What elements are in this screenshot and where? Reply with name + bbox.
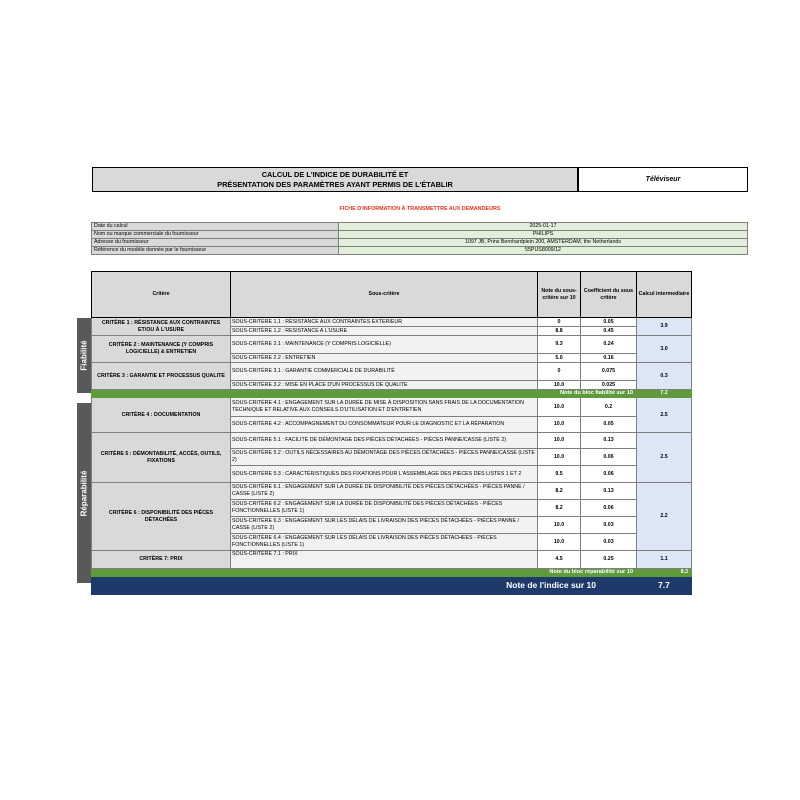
- sub-note: 0: [538, 363, 581, 381]
- calc-value: 0.3: [637, 363, 692, 390]
- sub-note: 10.0: [538, 433, 581, 449]
- section-label-fiabilite: Fiabilité: [77, 318, 91, 393]
- info-label: Adresse du fournisseur: [92, 239, 339, 247]
- sub-coef: 0.24: [581, 336, 637, 354]
- col-calc: Calcul intermediaire: [637, 272, 692, 318]
- sub-criterion: SOUS-CRITÈRE 4.2 : ACCOMPAGNEMENT DU CONSOMMATEUR POUR LE DIAGNOSTIC ET LA RÉPARATION: [231, 417, 538, 433]
- bloc-reparabilite-label: Note du bloc réparabilité sur 10: [92, 569, 637, 577]
- sub-criterion: SOUS-CRITÈRE 6.2 : ENGAGEMENT SUR LA DURÉE DE DISPONIBILITÉ DES PIÈCES DÉTACHÉES - PIÈCES FONCTIONNELLES (LISTE 1): [231, 500, 538, 517]
- sub-note: 10.0: [538, 449, 581, 466]
- criterion-6: CRITÈRE 6 : DISPONIBILITÉ DES PIÈCES DÉTACHÉES: [92, 483, 231, 551]
- sub-note: 8.8: [538, 327, 581, 336]
- sub-coef: 0.03: [581, 517, 637, 534]
- sub-coef: 0.25: [581, 551, 637, 569]
- info-value: PHILIPS: [339, 231, 748, 239]
- sub-criterion: SOUS-CRITÈRE 5.3 : CARACTÉRISTIQUES DES FIXATIONS POUR L'ASSEMBLAGE DES PIÈCES DES LISTES 1 ET 2: [231, 466, 538, 483]
- sub-note: 9.5: [538, 466, 581, 483]
- info-row: [92, 231, 748, 239]
- col-note: Note du sous-critère sur 10: [538, 272, 581, 318]
- sub-note: 8.2: [538, 500, 581, 517]
- info-row: [92, 223, 748, 231]
- document-title: [92, 167, 578, 192]
- sub-coef: 0.06: [581, 500, 637, 517]
- durability-table: [91, 271, 692, 595]
- calc-value: 2.5: [637, 433, 692, 483]
- sub-note: 5.0: [538, 354, 581, 363]
- table-row: [92, 483, 692, 500]
- bloc-fiabilite-row: [92, 390, 692, 398]
- sub-note: 4.5: [538, 551, 581, 569]
- table-row: [92, 336, 692, 354]
- sub-criterion: SOUS-CRITÈRE 6.1 : ENGAGEMENT SUR LA DURÉE DE DISPONIBILITÉ DES PIÈCES DÉTACHÉES - PIÈCES PANNE / CASSE (LISTE 2): [231, 483, 538, 500]
- table-header: [92, 272, 692, 318]
- sub-coef: 0.05: [581, 318, 637, 327]
- col-sous-critere: Sous-critère: [231, 272, 538, 318]
- sub-coef: 0.06: [581, 449, 637, 466]
- table-row: [92, 398, 692, 417]
- calc-value: 3.9: [637, 318, 692, 336]
- info-label: Référence du modèle donnée par le fournisseur: [92, 247, 339, 255]
- criterion-7: CRITÈRE 7: PRIX: [92, 551, 231, 569]
- sub-note: 10.0: [538, 417, 581, 433]
- sub-note: 10.0: [538, 517, 581, 534]
- sub-coef: 0.025: [581, 381, 637, 390]
- criterion-3: CRITÈRE 3 : GARANTIE ET PROCESSUS QUALITE: [92, 363, 231, 390]
- sub-coef: 0.075: [581, 363, 637, 381]
- sub-criterion: SOUS-CRITÈRE 3.2 : MISE EN PLACE D'UN PROCESSUS DE QUALITE: [231, 381, 538, 390]
- title-line-2: PRÉSENTATION DES PARAMÈTRES AYANT PERMIS DE L'ÉTABLIR: [217, 179, 453, 189]
- sub-note: 9.3: [538, 336, 581, 354]
- section-label-reparabilite: Réparabilité: [77, 403, 91, 583]
- sub-criterion: SOUS-CRITÈRE 6.3 : ENGAGEMENT SUR LES DÉLAIS DE LIVRAISON DES PIÈCES DÉTACHÉES - PIÈCES PANNE / CASSE (LISTE 2): [231, 517, 538, 534]
- sub-note: 10.0: [538, 534, 581, 551]
- sub-coef: 0.45: [581, 327, 637, 336]
- calc-value: 2.5: [637, 398, 692, 433]
- final-score-label: Note de l'indice sur 10: [92, 577, 637, 595]
- sub-coef: 0.2: [581, 398, 637, 417]
- bloc-fiabilite-value: 7.2: [637, 390, 692, 398]
- fiche-title: FICHE D'INFORMATION À TRANSMETTRE AUX DEMANDEURS: [339, 206, 501, 212]
- sub-criterion: SOUS-CRITÈRE 2.1 : MAINTENANCE (Y COMPRIS LOGICIELLE): [231, 336, 538, 354]
- calc-value: 1.1: [637, 551, 692, 569]
- info-label: Nom ou marque commerciale du fournisseur: [92, 231, 339, 239]
- info-row: [92, 247, 748, 255]
- info-row: [92, 239, 748, 247]
- info-value: 55PUS8009/12: [339, 247, 748, 255]
- bloc-reparabilite-row: [92, 569, 692, 577]
- final-score-value: 7.7: [637, 577, 692, 595]
- calc-value: 2.2: [637, 483, 692, 551]
- criterion-4: CRITÈRE 4 : DOCUMENTATION: [92, 398, 231, 433]
- final-score-row: [92, 577, 692, 595]
- info-label: Date du calcul: [92, 223, 339, 231]
- calc-value: 3.0: [637, 336, 692, 363]
- sub-criterion: SOUS-CRITÈRE 1.2 : RESISTANCE A L'USURE: [231, 327, 538, 336]
- criterion-5: CRITÈRE 5 : DÉMONTABILITÉ, ACCÈS, OUTILS, FIXATIONS: [92, 433, 231, 483]
- table-row: [92, 363, 692, 381]
- col-critere: Critère: [92, 272, 231, 318]
- sub-note: 10.0: [538, 381, 581, 390]
- bloc-reparabilite-value: 8.3: [637, 569, 692, 577]
- table-row: [92, 318, 692, 327]
- sub-note: 0: [538, 318, 581, 327]
- sub-criterion: SOUS-CRITÈRE 1.1 : RÉSISTANCE AUX CONTRAINTES EXTERIEUR: [231, 318, 538, 327]
- col-coef: Coefficient du sous critère: [581, 272, 637, 318]
- sub-criterion: SOUS-CRITÈRE 6.4 : ENGAGEMENT SUR LES DÉLAIS DE LIVRAISON DES PIÈCES DÉTACHÉES - PIÈCES FONCTIONNELLES (LISTE 1): [231, 534, 538, 551]
- table-row: [92, 433, 692, 449]
- criterion-2: CRITÈRE 2 : MAINTENANCE (Y COMPRIS LOGICIELLE) & ENTRETIEN: [92, 336, 231, 363]
- sub-coef: 0.06: [581, 466, 637, 483]
- sub-coef: 0.03: [581, 534, 637, 551]
- criterion-1: CRITÈRE 1 : RÉSISTANCE AUX CONTRAINTES ET/OU À L'USURE: [92, 318, 231, 336]
- sub-note: 8.2: [538, 483, 581, 500]
- table-row: [92, 551, 692, 569]
- sub-coef: 0.13: [581, 483, 637, 500]
- product-type-cell: Téléviseur: [578, 167, 748, 192]
- sub-criterion: SOUS-CRITÈRE 4.1 : ENGAGEMENT SUR LA DURÉE DE MISE À DISPOSITION SANS FRAIS DE LA DOCUMENTATION TECHNIQUE ET RELATIVE AUX CONSEILS D'UTILISATION ET D'ENTRETIEN: [231, 398, 538, 417]
- bloc-fiabilite-label: Note du bloc fiabilité sur 10: [92, 390, 637, 398]
- sub-criterion: SOUS-CRITÈRE 3.1 : GARANTIE COMMERCIALE DE DURABILITÉ: [231, 363, 538, 381]
- sub-criterion: SOUS-CRITÈRE 5.1 : FACILITÉ DE DÉMONTAGE DES PIÈCES DÉTACHÉES - PIÈCES PANNE/CASSE (LISTE 2): [231, 433, 538, 449]
- sub-coef: 0.13: [581, 433, 637, 449]
- info-table: [91, 222, 748, 255]
- sub-criterion: SOUS-CRITÈRE 7.1 : PRIX: [231, 551, 538, 569]
- sub-note: 10.0: [538, 398, 581, 417]
- sub-coef: 0.16: [581, 354, 637, 363]
- info-value: 1097 JB, Prins Bernhardplein 200, AMSTERDAM, the Netherlands: [339, 239, 748, 247]
- info-value: 2025-01-17: [339, 223, 748, 231]
- title-line-1: CALCUL DE L'INDICE DE DURABILITÉ ET: [261, 169, 409, 179]
- sub-coef: 0.05: [581, 417, 637, 433]
- sub-criterion: SOUS-CRITÈRE 5.2 : OUTILS NÉCESSAIRES AU DÉMONTAGE DES PIÈCES DÉTACHÉES - PIÈCES PANNE/CASSE (LISTE 2): [231, 449, 538, 466]
- sub-criterion: SOUS-CRITÈRE 2.2 : ENTRETIEN: [231, 354, 538, 363]
